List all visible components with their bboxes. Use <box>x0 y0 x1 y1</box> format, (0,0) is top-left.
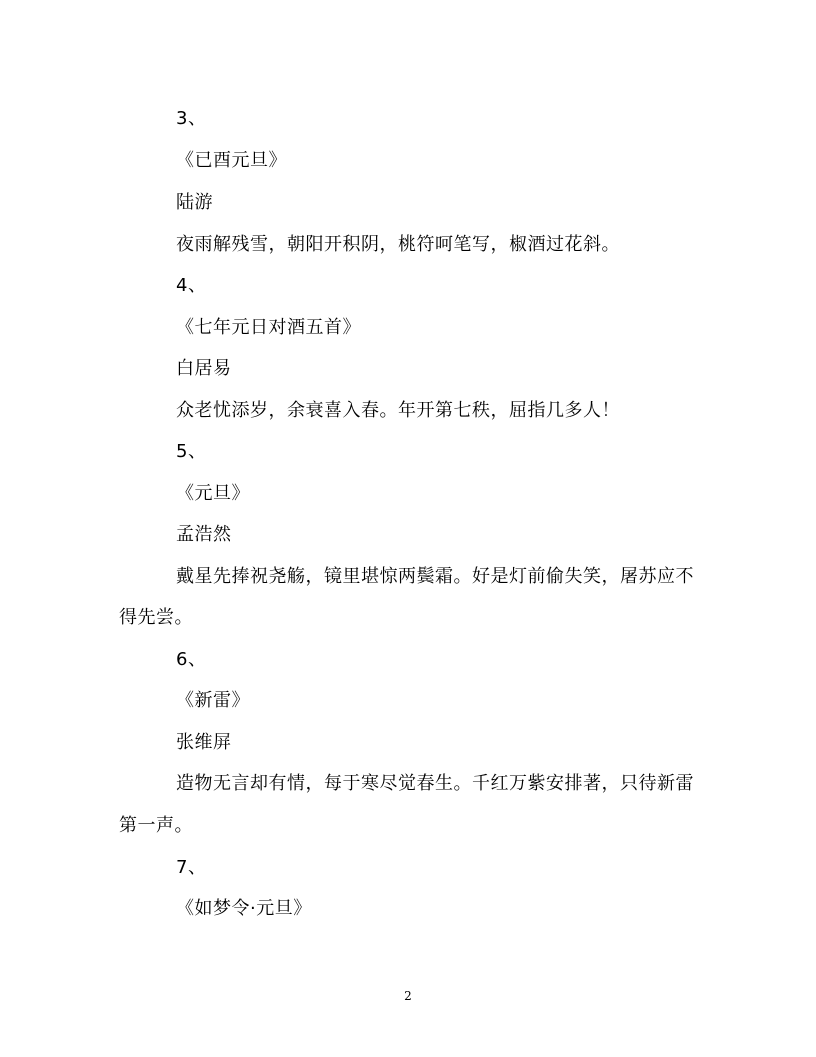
poem-author-4: 张维屏 <box>176 732 232 753</box>
poem-text-3-line-2: 得先尝。 <box>119 607 193 628</box>
item-number-5: 5、 <box>176 441 207 462</box>
poem-author-3: 孟浩然 <box>176 524 232 545</box>
poem-text-4-line-1: 造物无言却有情，每于寒尽觉春生。千红万紫安排著，只待新雷 <box>176 773 694 794</box>
poem-text-1: 夜雨解残雪，朝阳开积阴，桃符呵笔写，椒酒过花斜。 <box>176 234 620 255</box>
poem-author-1: 陆游 <box>176 192 213 213</box>
poem-author-2: 白居易 <box>176 358 232 379</box>
item-number-4: 4、 <box>176 275 207 296</box>
poem-title-2: 《七年元日对酒五首》 <box>176 317 361 338</box>
poem-title-1: 《已酉元旦》 <box>176 150 287 171</box>
item-number-7: 7、 <box>176 857 207 878</box>
page-number: 2 <box>404 989 412 1003</box>
poem-text-4-line-2: 第一声。 <box>119 815 193 836</box>
poem-title-3: 《元旦》 <box>176 483 250 504</box>
poem-text-3-line-1: 戴星先捧祝尧觞，镜里堪惊两鬓霜。好是灯前偷失笑，屠苏应不 <box>176 566 694 587</box>
poem-text-2: 众老忧添岁，余衰喜入春。年开第七秩，屈指几多人！ <box>176 400 620 421</box>
poem-title-5: 《如梦令·元旦》 <box>176 898 312 919</box>
item-number-3: 3、 <box>176 108 207 129</box>
item-number-6: 6、 <box>176 649 207 670</box>
poem-title-4: 《新雷》 <box>176 690 250 711</box>
